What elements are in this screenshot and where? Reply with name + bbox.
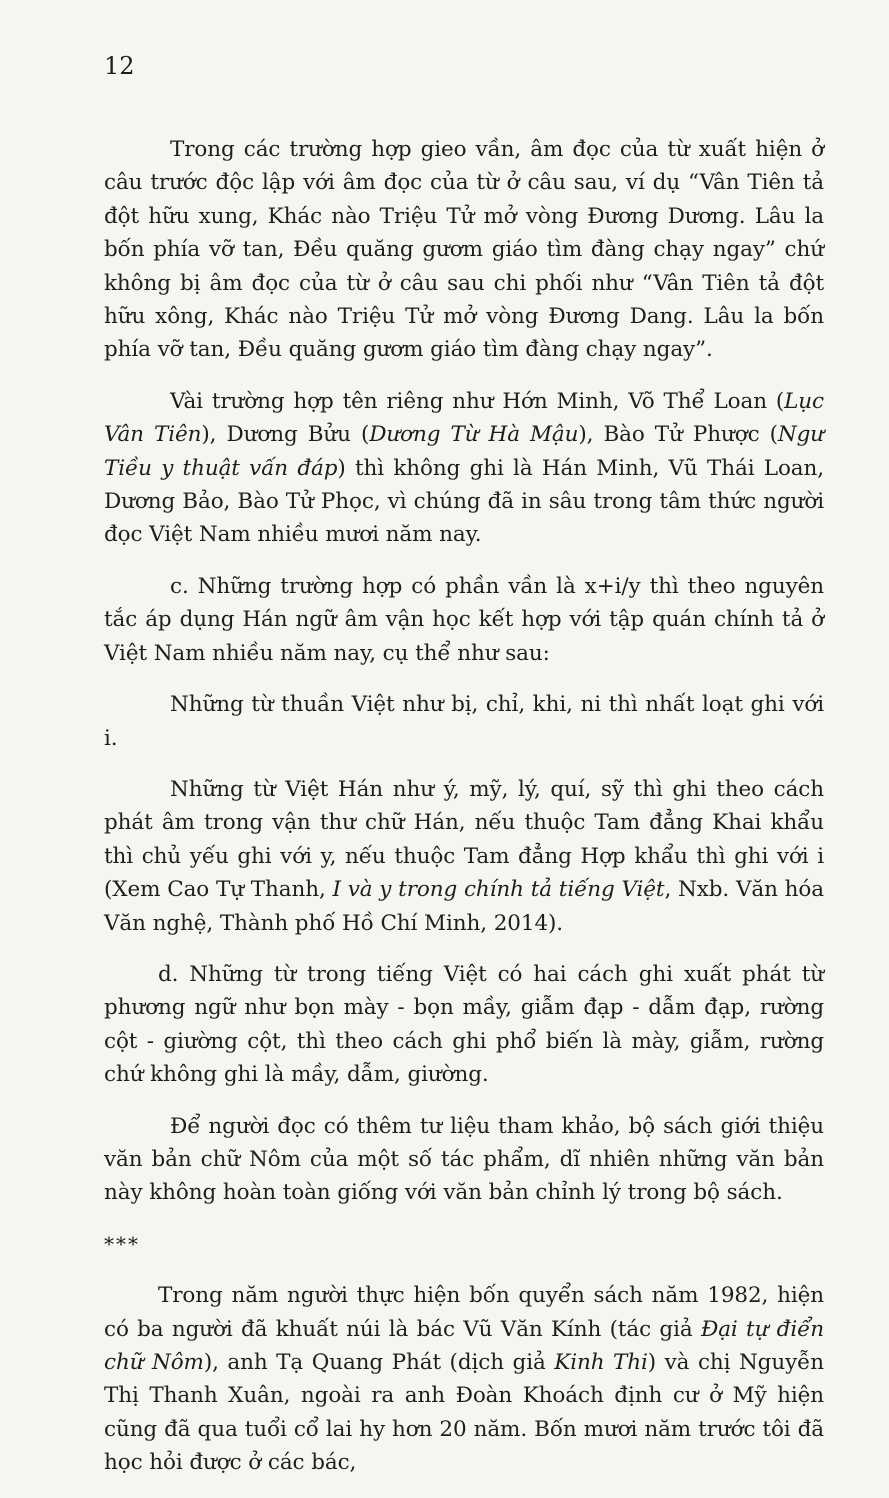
paragraph-rhyme-example: Trong các trường hợp gieo vần, âm đọc của từ xuất hiện ở câu trước độc lập với âm đọc của từ ở câu sau, ví dụ “Vân Tiên tả đột hữu xung, Khác nào Triệu Tử mở vòng Đương Dương. Lâu la bốn phía vỡ tan, Đều quăng gươm giáo tìm đàng chạy ngay” chứ không bị âm đọc của từ ở câu sau chi phối như “Vân Tiên tả đột hữu xông, Khác nào Triệu Tử mở vòng Đương Dang. Lâu la bốn phía vỡ tan, Đều quăng gươm giáo tìm đàng chạy ngay”.	[104, 137, 824, 363]
paragraph-rule-c: c. Những trường hợp có phần vần là x+i/y thì theo nguyên tắc áp dụng Hán ngữ âm vận học kết hợp với tập quán chính tả ở Việt Nam nhiều năm nay, cụ thể như sau:	[104, 573, 824, 666]
section-separator: ***	[104, 1231, 140, 1256]
paragraph-proper-names: Vài trường hợp tên riêng như Hớn Minh, Võ Thể Loan (Lục Vân Tiên), Dương Bửu (Dương Từ Hà Mậu), Bào Tử Phược (Ngư Tiều y thuật vấn đáp) thì không ghi là Hán Minh, Vũ Thái Loan, Dương Bảo, Bào Tử Phọc, vì chúng đã in sâu trong tâm thức người đọc Việt Nam nhiều mươi năm nay.	[104, 388, 824, 548]
paragraph-pure-vietnamese: Những từ thuần Việt như bị, chỉ, khi, ni thì nhất loạt ghi với i.	[104, 692, 824, 751]
page-number: 12	[104, 52, 135, 80]
paragraph-contributors: Trong năm người thực hiện bốn quyển sách năm 1982, hiện có ba người đã khuất núi là bác Vũ Văn Kính (tác giả Đại tự điển chữ Nôm), anh Tạ Quang Phát (dịch giả Kinh Thi) và chị Nguyễn Thị Thanh Xuân, ngoài ra anh Đoàn Khoách định cư ở Mỹ hiện cũng đã qua tuổi cổ lai hy hơn 20 năm. Bốn mươi năm trước tôi đã học hỏi được ở các bác,	[104, 1283, 825, 1476]
paragraph-sino-vietnamese: Những từ Việt Hán như ý, mỹ, lý, quí, sỹ thì ghi theo cách phát âm trong vận thư chữ Hán, nếu thuộc Tam đẳng Khai khẩu thì chủ yếu ghi với y, nếu thuộc Tam đẳng Hợp khẩu thì ghi với i (Xem Cao Tự Thanh, I và y trong chính tả tiếng Việt, Nxb. Văn hóa Văn nghệ, Thành phố Hồ Chí Minh, 2014).	[104, 776, 824, 936]
paragraph-nom-texts: Để người đọc có thêm tư liệu tham khảo, bộ sách giới thiệu văn bản chữ Nôm của một số tác phẩm, dĩ nhiên những văn bản này không hoàn toàn giống với văn bản chỉnh lý trong bộ sách.	[104, 1113, 824, 1206]
body-text	[104, 133, 824, 1498]
paragraph-rule-d: d. Những từ trong tiếng Việt có hai cách ghi xuất phát từ phương ngữ như bọn mày - bọn mầy, giẫm đạp - dẫm đạp, rường cột - giường cột, thì theo cách ghi phổ biến là mày, giẫm, rường chứ không ghi là mầy, dẫm, giường.	[104, 961, 824, 1088]
